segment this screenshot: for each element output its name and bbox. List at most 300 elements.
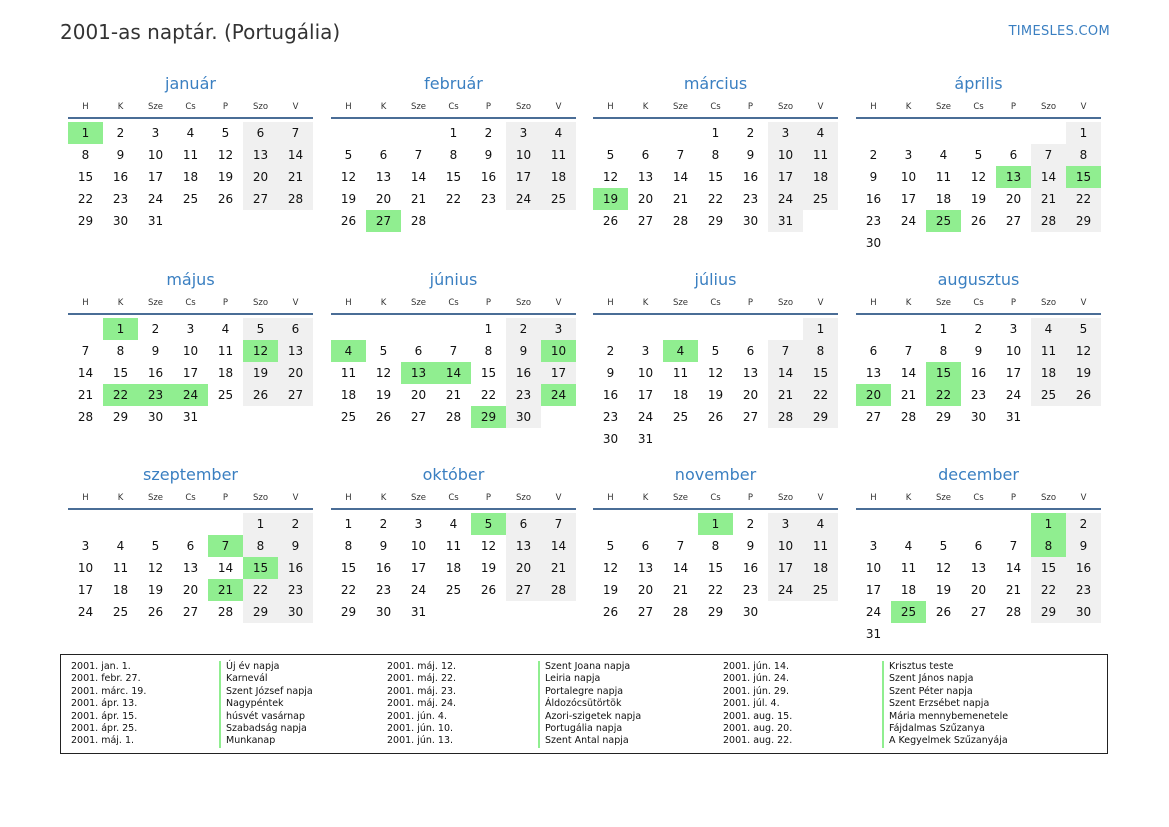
day-cell: 21: [672, 192, 689, 206]
day-cell: 31: [182, 410, 199, 424]
day-cell: 10: [1005, 344, 1022, 358]
day-cell: 16: [147, 366, 164, 380]
day-cell: 6: [641, 148, 650, 162]
day-cell: 11: [803, 535, 838, 557]
legend-holiday-name: Szent János napja: [882, 673, 1008, 685]
day-cell: 7: [449, 344, 458, 358]
weekday-header: [331, 97, 576, 119]
month-11: [593, 464, 838, 623]
legend-date: 2001. aug. 15.: [723, 710, 793, 722]
weekday-label: Cs: [448, 102, 459, 112]
day-cell: 6: [243, 122, 278, 144]
weekday-header: [331, 488, 576, 510]
holiday-day: 24: [173, 384, 208, 406]
day-cell: 7: [1031, 144, 1066, 166]
empty-cell: [856, 122, 891, 144]
day-cell: 4: [939, 148, 948, 162]
day-cell: 14: [1005, 561, 1022, 575]
weekday-label: P: [485, 493, 492, 503]
day-cell: 3: [1009, 322, 1018, 336]
weekday-label: P: [222, 102, 229, 112]
weekday-label: Szo: [252, 102, 269, 112]
day-cell: 6: [379, 148, 388, 162]
empty-cell: [663, 122, 698, 144]
day-cell: 11: [445, 539, 462, 553]
weekday-label: P: [485, 298, 492, 308]
day-cell: 16: [865, 192, 882, 206]
weekday-label: K: [117, 102, 124, 112]
legend-holiday-name: Leiria napja: [538, 673, 641, 685]
day-cell: 24: [865, 605, 882, 619]
day-cell: 21: [77, 388, 94, 402]
day-cell: 11: [340, 366, 357, 380]
legend-holiday-name: Szent Antal napja: [538, 735, 641, 747]
month-name: május: [166, 270, 215, 289]
legend-date: 2001. jún. 24.: [723, 673, 790, 685]
month-name: október: [422, 465, 485, 484]
weekday-label: Szo: [515, 493, 532, 503]
weekday-label: Cs: [710, 493, 721, 503]
day-cell: 17: [506, 166, 541, 188]
day-cell: 5: [606, 539, 615, 553]
day-cell: 23: [742, 192, 759, 206]
holiday-day: 23: [138, 384, 173, 406]
day-cell: 27: [506, 579, 541, 601]
day-cell: 1: [344, 517, 353, 531]
day-cell: 27: [637, 605, 654, 619]
legend-holiday-name: Szent Péter napja: [882, 686, 1008, 698]
empty-cell: [733, 318, 768, 340]
weekday-label: V: [1080, 298, 1087, 308]
day-cell: 29: [803, 406, 838, 428]
day-cell: 29: [243, 601, 278, 623]
day-cell: 11: [672, 366, 689, 380]
day-cell: 3: [81, 539, 90, 553]
day-cell: 5: [711, 344, 720, 358]
legend-date: 2001. márc. 19.: [71, 685, 147, 697]
weekday-label: V: [817, 298, 824, 308]
day-cell: 11: [541, 144, 576, 166]
day-cell: 29: [707, 214, 724, 228]
day-cell: 24: [410, 583, 427, 597]
day-cell: 23: [1066, 579, 1101, 601]
weekday-label: V: [1080, 493, 1087, 503]
month-name: június: [429, 270, 478, 289]
day-cell: 13: [375, 170, 392, 184]
legend-date: 2001. ápr. 15.: [71, 710, 138, 722]
holiday-day: 24: [541, 384, 576, 406]
day-cell: 26: [707, 410, 724, 424]
weekday-header: [856, 293, 1101, 315]
weekday-label: V: [292, 493, 299, 503]
day-cell: 20: [637, 192, 654, 206]
day-cell: 24: [506, 188, 541, 210]
day-cell: 16: [970, 366, 987, 380]
day-cell: 8: [484, 344, 493, 358]
legend-name-column: [882, 661, 1008, 748]
holiday-day: 22: [926, 384, 961, 406]
day-cell: 4: [803, 513, 838, 535]
day-cell: 9: [869, 170, 878, 184]
weekday-label: Sze: [147, 298, 164, 308]
day-cell: 15: [1031, 557, 1066, 579]
weekday-label: Sze: [147, 493, 164, 503]
day-cell: 28: [217, 605, 234, 619]
day-cell: 10: [182, 344, 199, 358]
day-cell: 2: [484, 126, 493, 140]
day-cell: 15: [445, 170, 462, 184]
holiday-day: 5: [471, 513, 506, 535]
day-cell: 19: [1066, 362, 1101, 384]
day-cell: 11: [182, 148, 199, 162]
day-cell: 10: [637, 366, 654, 380]
day-cell: 10: [865, 561, 882, 575]
day-cell: 6: [414, 344, 423, 358]
empty-cell: [961, 122, 996, 144]
day-cell: 21: [445, 388, 462, 402]
empty-cell: [628, 122, 663, 144]
weekday-label: Szo: [1040, 493, 1057, 503]
weekday-label: V: [555, 102, 562, 112]
day-cell: 5: [344, 148, 353, 162]
day-cell: 28: [672, 605, 689, 619]
day-cell: 17: [410, 561, 427, 575]
day-cell: 19: [243, 362, 278, 384]
day-cell: 23: [742, 583, 759, 597]
weekday-label: H: [82, 493, 89, 503]
legend-date: 2001. máj. 1.: [71, 735, 135, 747]
day-cell: 15: [77, 170, 94, 184]
day-cell: 2: [746, 126, 755, 140]
day-cell: 18: [445, 561, 462, 575]
weekday-label: Szo: [252, 493, 269, 503]
day-cell: 18: [340, 388, 357, 402]
weekday-label: P: [222, 298, 229, 308]
legend-holiday-name: Munkanap: [219, 735, 313, 747]
day-cell: 26: [480, 583, 497, 597]
weekday-label: P: [485, 102, 492, 112]
day-cell: 15: [112, 366, 129, 380]
day-cell: 2: [278, 513, 313, 535]
day-cell: 22: [445, 192, 462, 206]
weekday-label: Sze: [672, 102, 689, 112]
day-cell: 20: [243, 166, 278, 188]
day-cell: 9: [974, 344, 983, 358]
weekday-label: K: [380, 493, 387, 503]
day-cell: 18: [217, 366, 234, 380]
empty-cell: [663, 513, 698, 535]
day-cell: 17: [768, 166, 803, 188]
day-cell: 4: [1031, 318, 1066, 340]
day-cell: 25: [803, 188, 838, 210]
day-cell: 8: [1066, 144, 1101, 166]
day-cell: 12: [340, 170, 357, 184]
month-5: [68, 269, 313, 428]
holiday-day: 15: [1066, 166, 1101, 188]
empty-cell: [138, 513, 173, 535]
day-cell: 21: [278, 166, 313, 188]
weekday-label: H: [607, 102, 614, 112]
empty-cell: [628, 513, 663, 535]
day-cell: 9: [746, 539, 755, 553]
weekday-label: Cs: [973, 102, 984, 112]
day-cell: 8: [344, 539, 353, 553]
month-3: [593, 73, 838, 232]
day-cell: 30: [602, 432, 619, 446]
day-cell: 2: [746, 517, 755, 531]
day-cell: 3: [641, 344, 650, 358]
day-cell: 4: [803, 122, 838, 144]
day-cell: 31: [637, 432, 654, 446]
holiday-day: 20: [856, 384, 891, 406]
day-cell: 1: [711, 126, 720, 140]
legend-date: 2001. jún. 29.: [723, 685, 790, 697]
day-cell: 4: [904, 539, 913, 553]
day-cell: 18: [672, 388, 689, 402]
legend-holiday-name: Szent Erzsébet napja: [882, 698, 1008, 710]
day-cell: 24: [768, 579, 803, 601]
day-cell: 9: [506, 340, 541, 362]
weekday-label: K: [380, 102, 387, 112]
weekday-label: V: [292, 298, 299, 308]
day-cell: 16: [742, 561, 759, 575]
day-cell: 30: [506, 406, 541, 428]
day-grid: [856, 122, 1101, 254]
day-cell: 6: [641, 539, 650, 553]
day-cell: 9: [151, 344, 160, 358]
weekday-label: P: [222, 493, 229, 503]
day-cell: 5: [221, 126, 230, 140]
day-cell: 19: [480, 561, 497, 575]
day-cell: 17: [182, 366, 199, 380]
day-cell: 9: [116, 148, 125, 162]
day-cell: 20: [375, 192, 392, 206]
day-cell: 27: [182, 605, 199, 619]
day-cell: 29: [340, 605, 357, 619]
empty-cell: [366, 318, 401, 340]
weekday-label: V: [555, 493, 562, 503]
day-cell: 21: [900, 388, 917, 402]
day-grid: [331, 513, 576, 623]
legend-holiday-name: Új év napja: [219, 661, 313, 673]
day-cell: 1: [484, 322, 493, 336]
weekday-label: Sze: [410, 102, 427, 112]
weekday-label: Cs: [185, 493, 196, 503]
day-cell: 28: [77, 410, 94, 424]
weekday-label: H: [82, 102, 89, 112]
day-cell: 15: [707, 170, 724, 184]
day-cell: 9: [1066, 535, 1101, 557]
day-grid: [856, 513, 1101, 645]
day-cell: 9: [379, 539, 388, 553]
day-cell: 23: [112, 192, 129, 206]
day-cell: 14: [1031, 166, 1066, 188]
day-cell: 6: [278, 318, 313, 340]
month-9: [68, 464, 313, 623]
day-cell: 28: [278, 188, 313, 210]
day-cell: 17: [768, 557, 803, 579]
empty-cell: [628, 318, 663, 340]
day-cell: 11: [935, 170, 952, 184]
day-cell: 27: [410, 410, 427, 424]
day-cell: 16: [278, 557, 313, 579]
weekday-label: Szo: [252, 298, 269, 308]
day-cell: 30: [970, 410, 987, 424]
day-cell: 21: [672, 583, 689, 597]
legend-date: 2001. máj. 23.: [387, 685, 457, 697]
weekday-label: Cs: [185, 102, 196, 112]
weekday-label: H: [345, 102, 352, 112]
day-cell: 16: [506, 362, 541, 384]
day-cell: 29: [112, 410, 129, 424]
day-cell: 19: [375, 388, 392, 402]
weekday-label: Sze: [935, 298, 952, 308]
legend-date: 2001. jún. 4.: [387, 710, 448, 722]
day-cell: 25: [672, 410, 689, 424]
legend-date: 2001. jan. 1.: [71, 661, 131, 672]
day-cell: 22: [1031, 579, 1066, 601]
legend-name-column: [219, 661, 313, 748]
holiday-day: 1: [1031, 513, 1066, 535]
day-cell: 16: [375, 561, 392, 575]
day-cell: 20: [1005, 192, 1022, 206]
weekday-label: Cs: [710, 102, 721, 112]
legend-date: 2001. máj. 22.: [387, 673, 457, 685]
day-cell: 31: [865, 627, 882, 641]
day-cell: 15: [803, 362, 838, 384]
weekday-label: H: [607, 493, 614, 503]
weekday-header: [593, 97, 838, 119]
day-cell: 7: [904, 344, 913, 358]
day-cell: 19: [602, 583, 619, 597]
day-cell: 23: [506, 384, 541, 406]
weekday-label: K: [905, 493, 912, 503]
legend-date: 2001. máj. 24.: [387, 698, 457, 710]
weekday-label: V: [292, 102, 299, 112]
weekday-label: Cs: [448, 493, 459, 503]
day-cell: 5: [1066, 318, 1101, 340]
day-cell: 31: [147, 214, 164, 228]
day-cell: 9: [606, 366, 615, 380]
day-cell: 19: [970, 192, 987, 206]
day-cell: 17: [865, 583, 882, 597]
day-cell: 2: [974, 322, 983, 336]
empty-cell: [331, 122, 366, 144]
day-cell: 10: [900, 170, 917, 184]
day-cell: 4: [449, 517, 458, 531]
weekday-label: V: [555, 298, 562, 308]
empty-cell: [401, 122, 436, 144]
month-1: [68, 73, 313, 232]
day-cell: 1: [1066, 122, 1101, 144]
legend-holiday-name: A Kegyelmek Szűzanyája: [882, 735, 1008, 747]
empty-cell: [208, 513, 243, 535]
empty-cell: [68, 318, 103, 340]
holiday-day: 1: [698, 513, 733, 535]
day-cell: 7: [278, 122, 313, 144]
day-cell: 17: [147, 170, 164, 184]
day-cell: 8: [81, 148, 90, 162]
day-cell: 10: [506, 144, 541, 166]
weekday-label: V: [1080, 102, 1087, 112]
day-cell: 13: [970, 561, 987, 575]
day-cell: 12: [1066, 340, 1101, 362]
day-cell: 12: [707, 366, 724, 380]
month-12: [856, 464, 1101, 645]
day-cell: 30: [742, 214, 759, 228]
day-cell: 20: [506, 557, 541, 579]
legend-date: 2001. febr. 27.: [71, 673, 141, 685]
day-cell: 13: [637, 170, 654, 184]
day-cell: 27: [243, 188, 278, 210]
day-cell: 25: [340, 410, 357, 424]
weekday-label: H: [870, 493, 877, 503]
day-cell: 17: [637, 388, 654, 402]
holiday-day: 13: [401, 362, 436, 384]
day-cell: 7: [414, 148, 423, 162]
day-cell: 6: [869, 344, 878, 358]
day-cell: 9: [484, 148, 493, 162]
day-cell: 26: [147, 605, 164, 619]
day-cell: 27: [970, 605, 987, 619]
day-cell: 15: [707, 561, 724, 575]
day-cell: 4: [541, 122, 576, 144]
legend-holiday-name: Azori-szigetek napja: [538, 711, 641, 723]
day-cell: 24: [768, 188, 803, 210]
day-cell: 14: [541, 535, 576, 557]
day-cell: 20: [278, 362, 313, 384]
empty-cell: [856, 318, 891, 340]
day-grid: [856, 318, 1101, 428]
day-cell: 5: [151, 539, 160, 553]
day-cell: 20: [637, 583, 654, 597]
empty-cell: [331, 318, 366, 340]
holiday-day: 27: [366, 210, 401, 232]
weekday-label: Sze: [147, 102, 164, 112]
month-6: [331, 269, 576, 428]
day-cell: 7: [81, 344, 90, 358]
day-cell: 12: [147, 561, 164, 575]
day-cell: 28: [410, 214, 427, 228]
day-cell: 9: [746, 148, 755, 162]
weekday-label: Szo: [1040, 298, 1057, 308]
day-cell: 5: [939, 539, 948, 553]
day-cell: 24: [1005, 388, 1022, 402]
day-cell: 12: [602, 561, 619, 575]
day-cell: 30: [375, 605, 392, 619]
day-cell: 13: [182, 561, 199, 575]
day-cell: 22: [707, 583, 724, 597]
day-cell: 6: [506, 513, 541, 535]
day-cell: 1: [939, 322, 948, 336]
weekday-label: Sze: [935, 493, 952, 503]
day-cell: 10: [410, 539, 427, 553]
day-cell: 19: [217, 170, 234, 184]
day-cell: 2: [151, 322, 160, 336]
day-cell: 12: [970, 170, 987, 184]
legend-holiday-name: húsvét vasárnap: [219, 711, 313, 723]
legend-holiday-name: Nagypéntek: [219, 698, 313, 710]
day-cell: 28: [1031, 210, 1066, 232]
weekday-label: Sze: [410, 298, 427, 308]
holiday-day: 14: [436, 362, 471, 384]
legend-holiday-name: Mária mennybemenetele: [882, 711, 1008, 723]
brand-link[interactable]: TIMESLES.COM: [1008, 24, 1110, 39]
day-cell: 22: [340, 583, 357, 597]
day-cell: 30: [742, 605, 759, 619]
day-cell: 17: [900, 192, 917, 206]
holiday-day: 15: [926, 362, 961, 384]
